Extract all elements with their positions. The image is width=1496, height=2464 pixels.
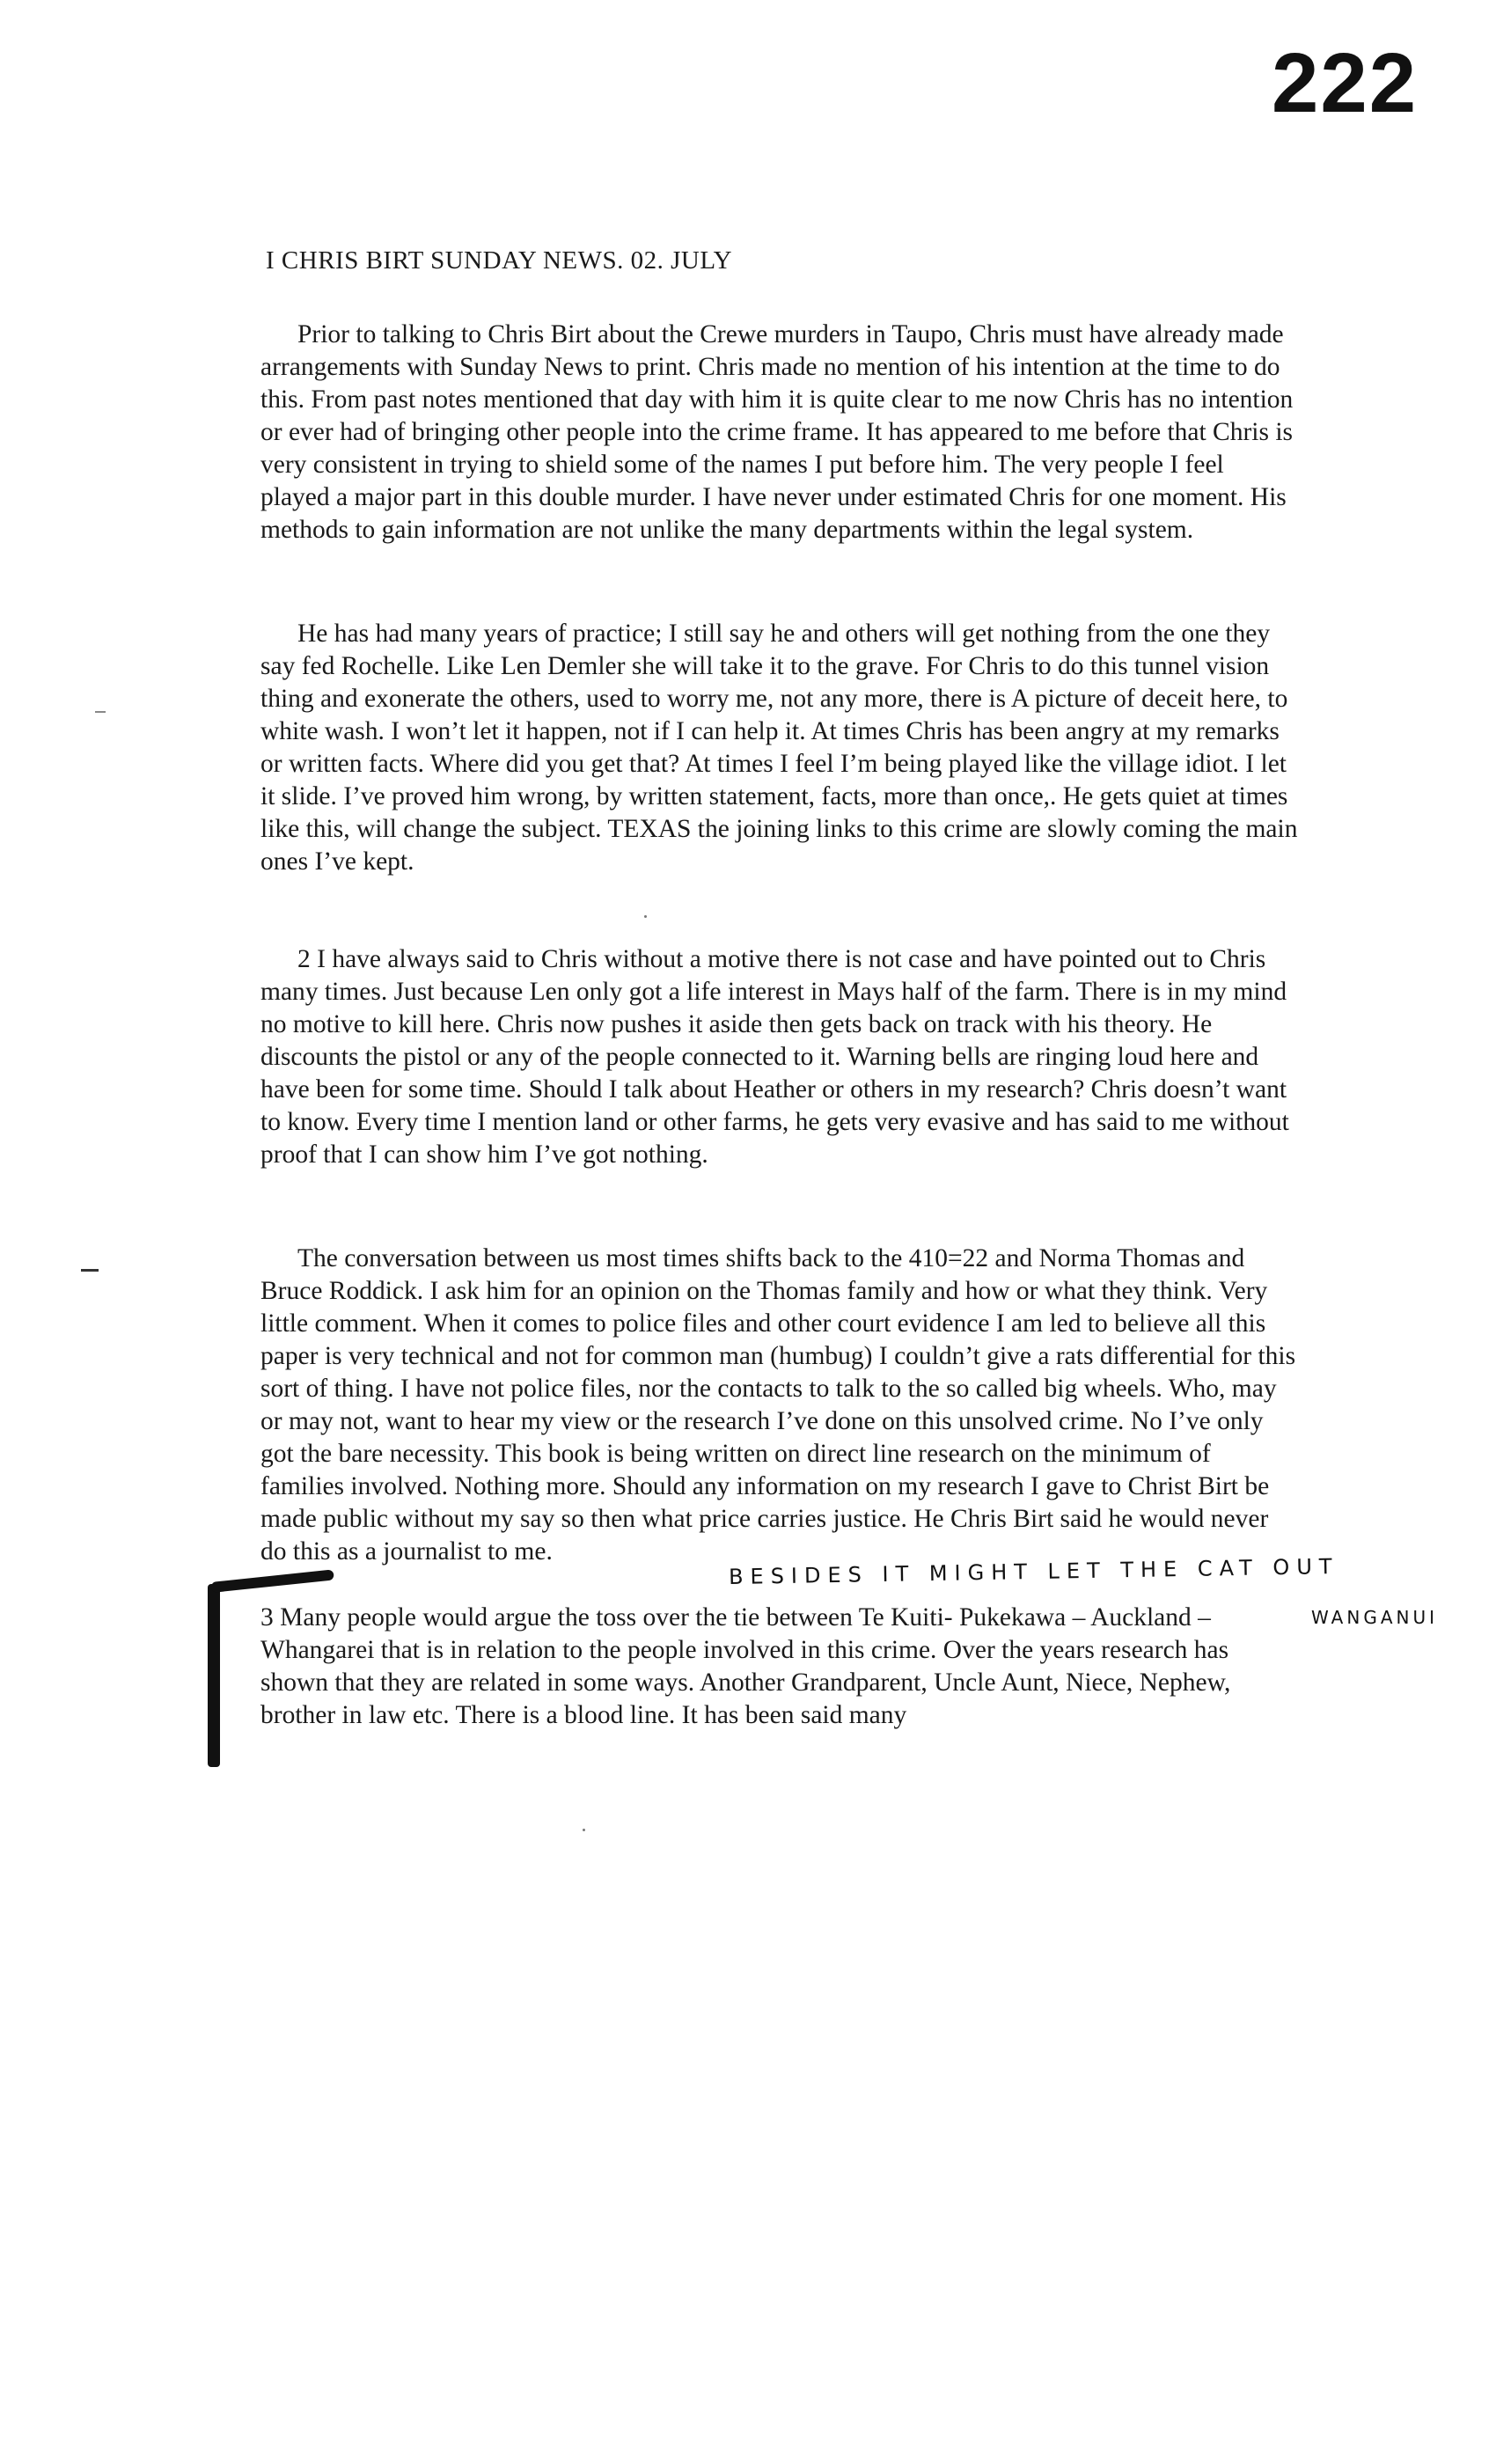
paragraph-5: 3 Many people would argue the toss over the tie between Te Kuiti- Pukekawa – Auckland – Whangarei that is in relation to the people involved in this crime. Over the years research has shown that they are related in some ways. Another Grandparent, Uncle Aunt, Niece, Nephew, brother in law etc. There is a blood line. It has been said many <box>260 1603 1231 1729</box>
document-title: I CHRIS BIRT SUNDAY NEWS. 02. JULY <box>266 246 733 275</box>
scan-speck <box>583 1829 585 1831</box>
margin-bracket-top-mark <box>210 1569 334 1593</box>
handwritten-annotation-besides: BESIDES IT MIGHT LET THE CAT OUT <box>728 1553 1339 1590</box>
paragraph-1: Prior to talking to Chris Birt about the Crewe murders in Taupo, Chris must have already made arrangements with Sunday News to print. Chris made no mention of his intention at the time to do this. From past notes mentioned that day with him it is quite clear to me now Chris has no intention or ever had of bringing other people into the crime frame. It has appeared to me before that Chris is very consistent in trying to shield some of the names I put before him. The very people I feel played a major part in this double murder. I have never under estimated Chris for one moment. His methods to gain information are not unlike the many departments within the legal system. <box>260 320 1294 544</box>
page-number: 222 <box>1272 36 1419 130</box>
paragraph-3: 2 I have always said to Chris without a motive there is not case and have pointed out to Chris many times. Just because Len only got a life interest in Mays half of the farm. There is in my mind no motive to kill here. Chris now pushes it aside then gets back on track with his theory. He discounts the pistol or any of the people connected to it. Warning bells are ringing loud here and have been for some time. Should I talk about Heather or others in my research? Chris doesn’t want to know. Every time I mention land or other farms, he gets very evasive and has said to me without proof that I can show him I’ve got nothing. <box>260 945 1289 1169</box>
paragraph-4: The conversation between us most times shifts back to the 410=22 and Norma Thomas and Bruce Roddick. I ask him for an opinion on the Thomas family and how or what they think. Very little comment. When it comes to police files and other court evidence I am led to believe all this paper is very technical and not for common man (humbug) I couldn’t give a rats differential for this sort of thing. I have not police files, nor the contacts to talk to the so called big wheels. Who, may or may not, want to hear my view or the research I’ve done on this unsolved crime. No I’ve only got the bare necessity. This book is being written on direct line research on the minimum of families involved. Nothing more. Should any information on my research I gave to Christ Birt be made public without my say so then what price carries justice. He Chris Birt said he would never do this as a journalist to me. <box>260 1244 1296 1566</box>
margin-bracket-mark <box>208 1584 220 1767</box>
paragraph-2: He has had many years of practice; I still say he and others will get nothing from the one they say fed Rochelle. Like Len Demler she will take it to the grave. For Chris to do this tunnel vision thing and exonerate the others, used to worry me, not any more, there is A picture of deceit here, to white wash. I won’t let it happen, not if I can help it. At times Chris has been angry at my remarks or written facts. Where did you get that? At times I feel I’m being played like the village idiot. I let it slide. I’ve proved him wrong, by written statement, facts, more than once,. He gets quiet at times like this, will change the subject. TEXAS the joining links to this crime are slowly coming the main ones I’ve kept. <box>260 620 1298 876</box>
scan-speck <box>644 915 647 918</box>
margin-dash-mark <box>81 1269 99 1272</box>
handwritten-annotation-wanganui: WANGANUI <box>1311 1607 1439 1628</box>
margin-tick-mark <box>95 711 106 713</box>
